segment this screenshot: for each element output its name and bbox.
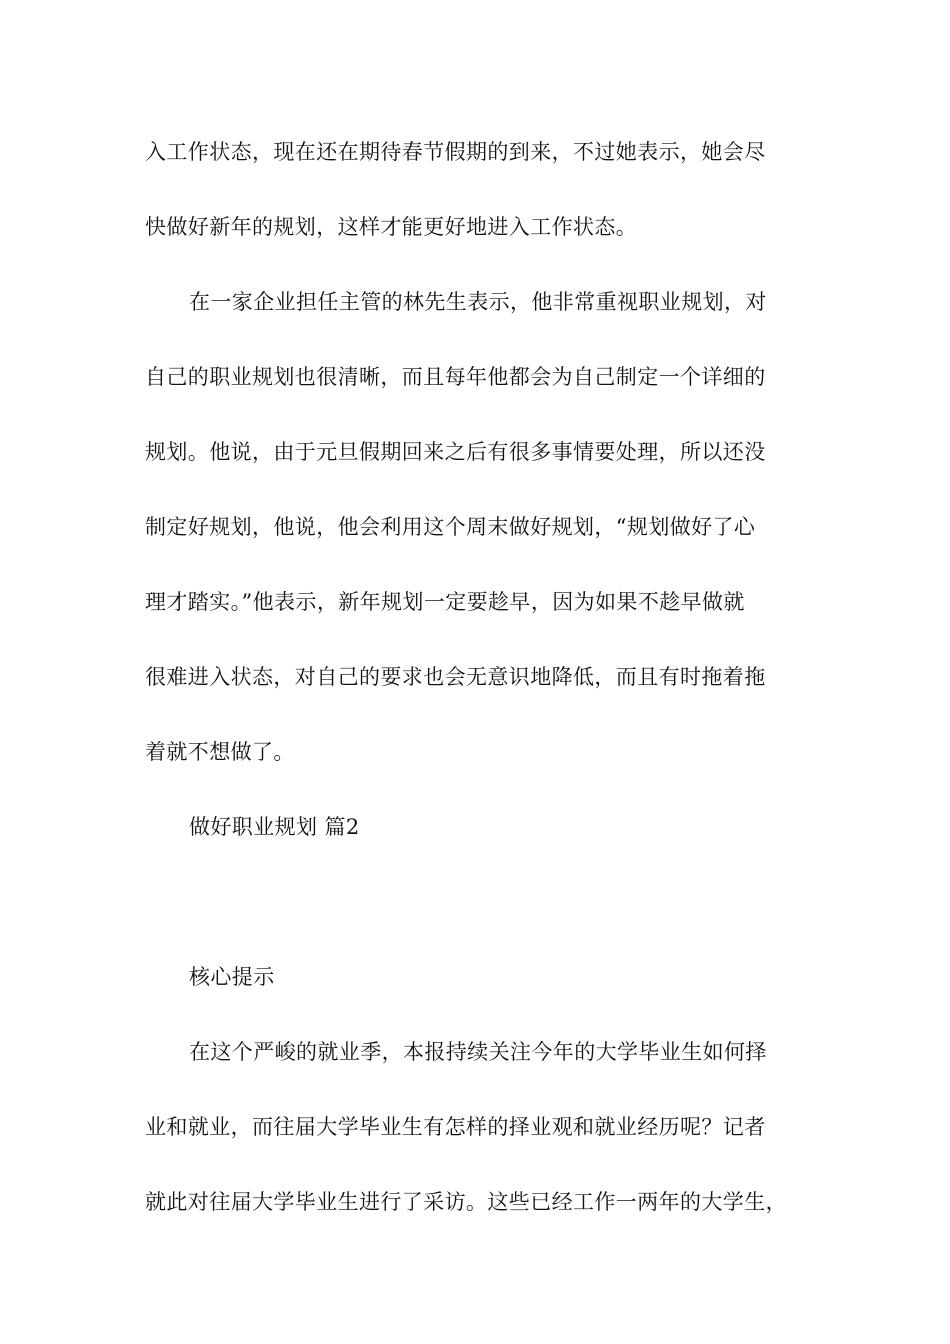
paragraph-line: 在一家企业担任主管的林先生表示，他非常重视职业规划，对 [189,290,767,314]
section-heading: 做好职业规划 篇2 [189,815,360,839]
paragraph-line: 业和就业，而往届大学毕业生有怎样的择业观和就业经历呢？记者 [145,1115,766,1139]
paragraph-line: 着就不想做了。 [145,740,295,764]
paragraph-line: 入工作状态，现在还在期待春节假期的到来，不过她表示，她会尽 [145,140,766,164]
paragraph-line: 快做好新年的规划，这样才能更好地进入工作状态。 [145,215,638,239]
paragraph-line: 很难进入状态，对自己的要求也会无意识地降低，而且有时拖着拖 [145,665,766,689]
subheading: 核心提示 [189,965,275,989]
paragraph-line: 在这个严峻的就业季，本报持续关注今年的大学毕业生如何择 [189,1040,767,1064]
paragraph-line: 就此对往届大学毕业生进行了采访。这些已经工作一两年的大学生， [145,1190,787,1214]
paragraph-line: 规划。他说，由于元旦假期回来之后有很多事情要处理，所以还没 [145,440,766,464]
paragraph-line: 制定好规划，他说，他会利用这个周末做好规划，“规划做好了心 [145,515,756,539]
paragraph-line: 自己的职业规划也很清晰，而且每年他都会为自己制定一个详细的 [145,365,766,389]
paragraph-line: 理才踏实。”他表示，新年规划一定要趁早，因为如果不趁早做就 [145,590,745,614]
